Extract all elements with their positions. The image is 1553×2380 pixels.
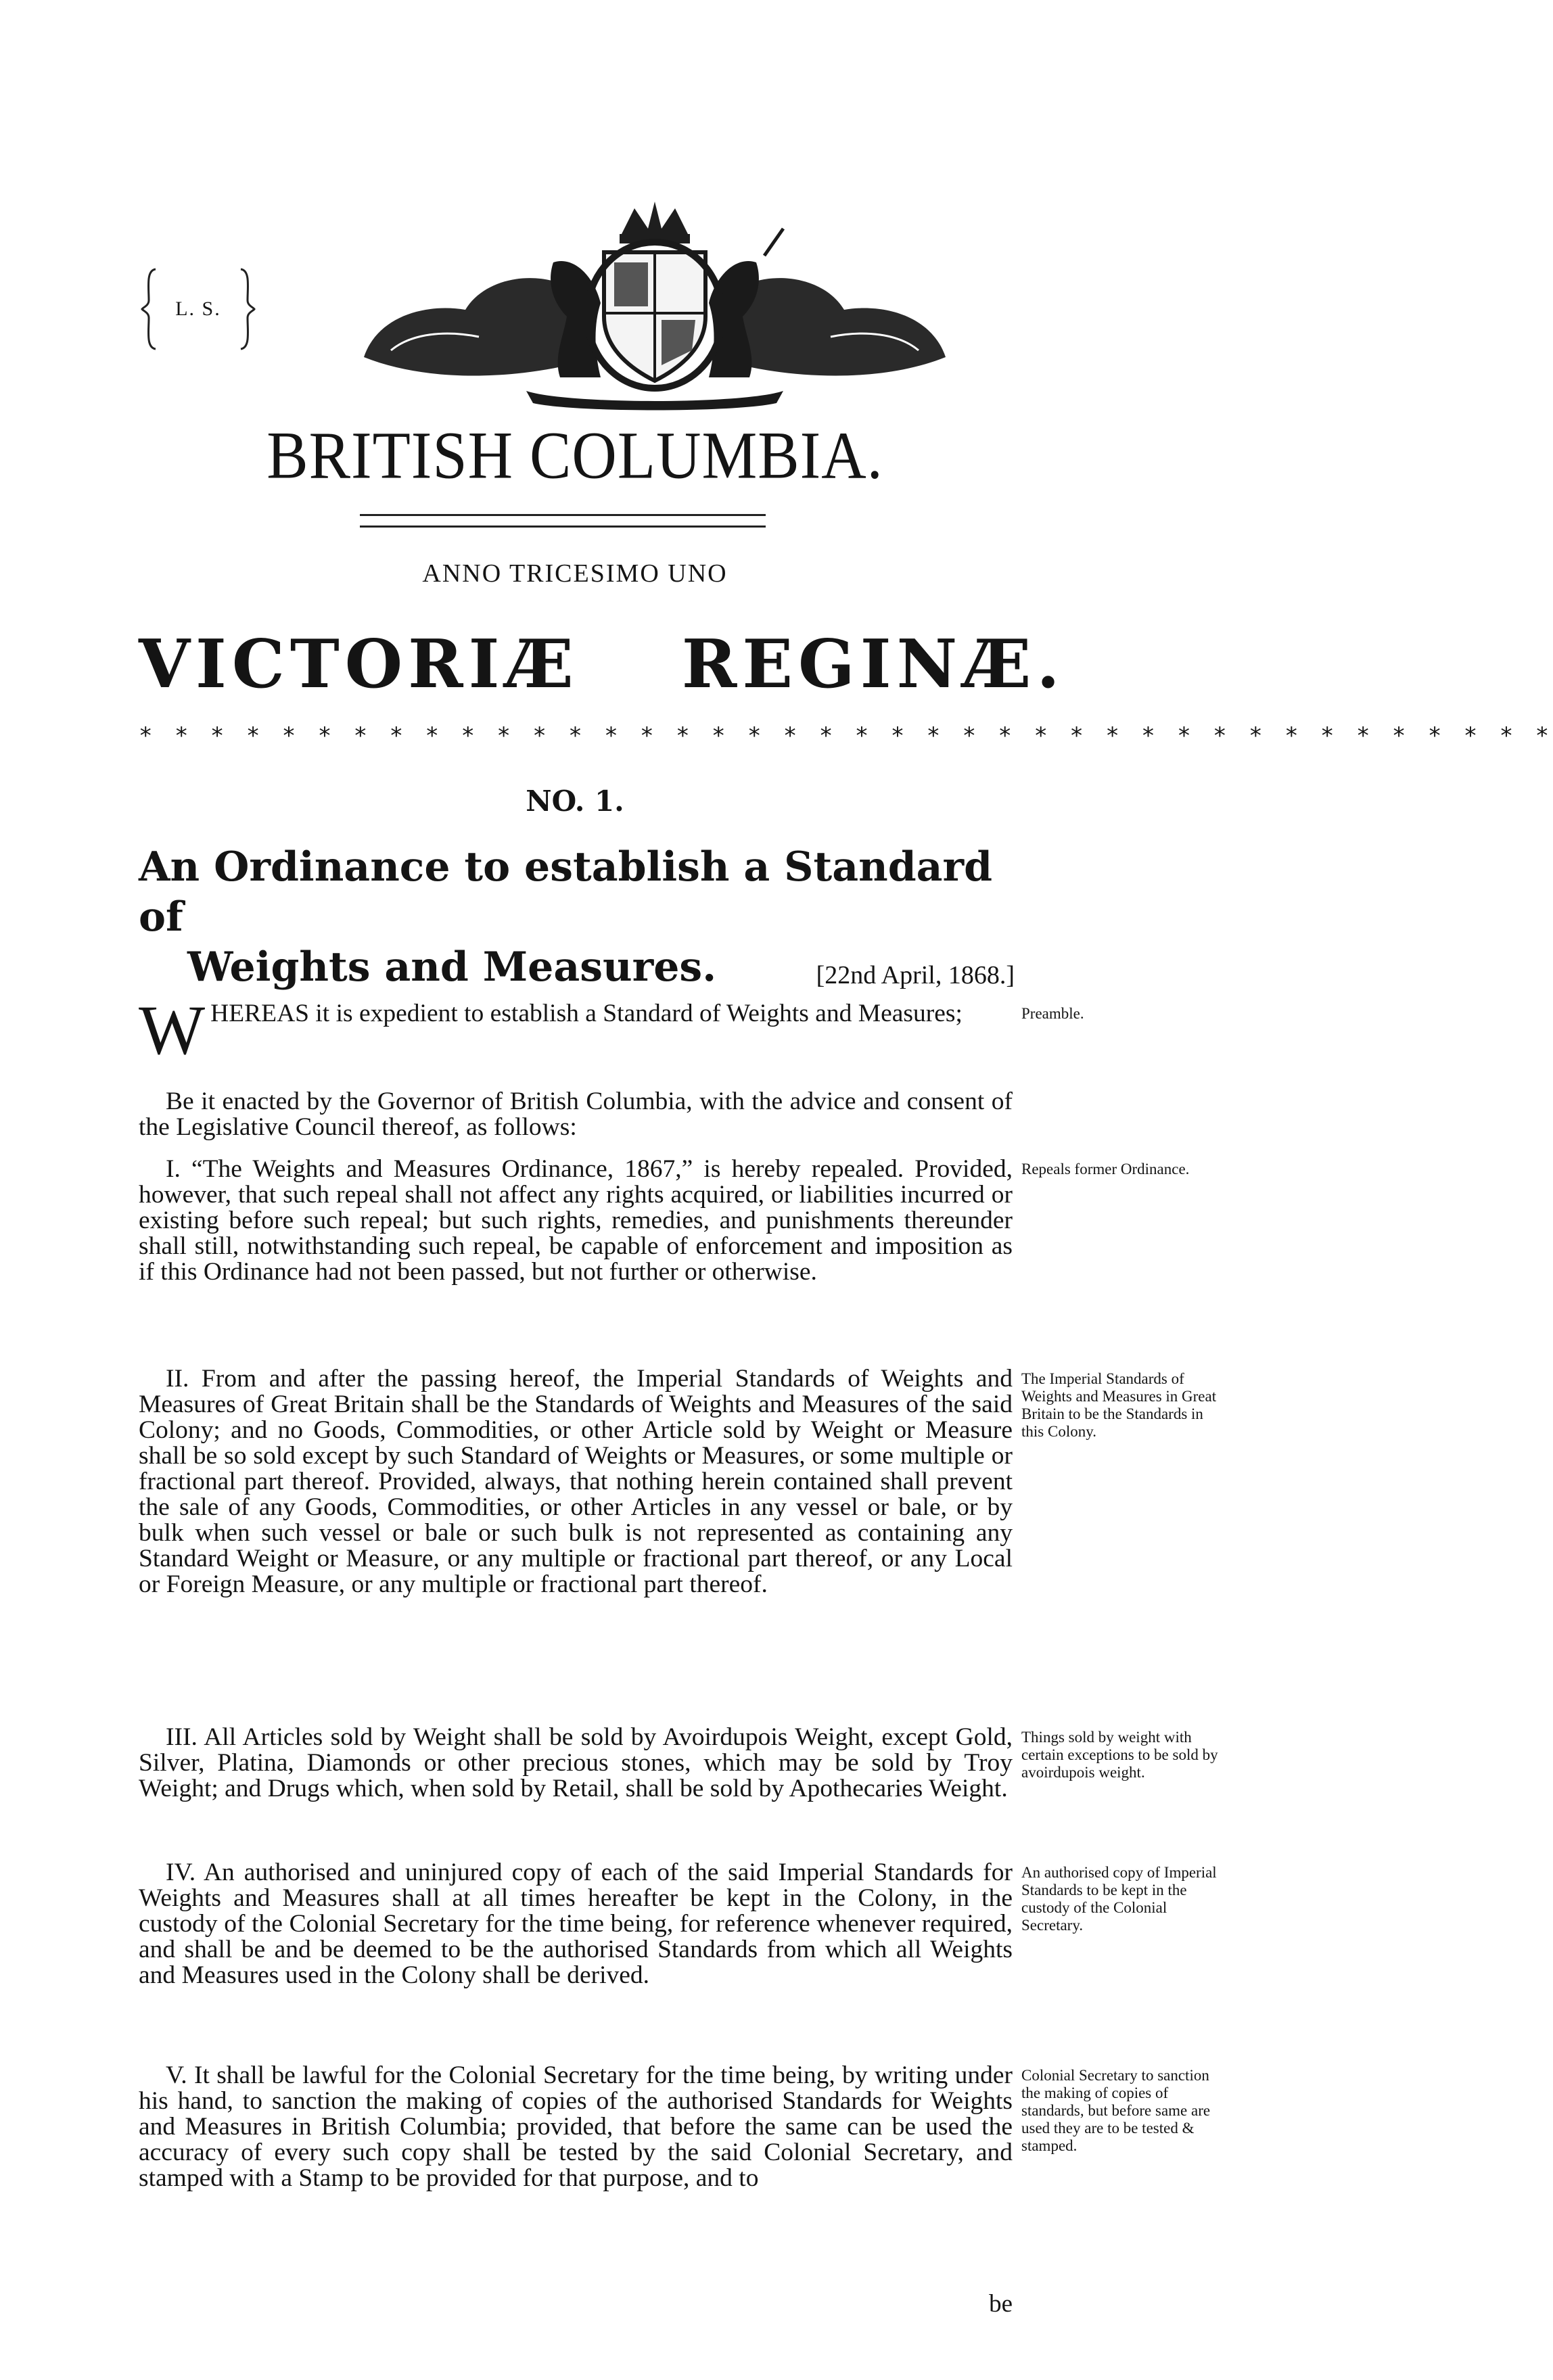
- regnal-title: VICTORIÆ REGINÆ.: [139, 626, 1065, 703]
- dropcap-letter: W: [139, 991, 206, 1069]
- ordinance-title-line1: An Ordinance to establish a Standard of: [139, 843, 993, 941]
- royal-coat-of-arms-icon: [350, 188, 959, 411]
- anno-line: ANNO TRICESIMO UNO: [422, 559, 728, 588]
- catchword: be: [989, 2290, 1013, 2318]
- ordinance-number: NO. 1.: [526, 785, 624, 818]
- enactment-date: [22nd April, 1868.]: [816, 961, 1015, 989]
- preamble-paragraph: [139, 991, 1013, 1069]
- margin-note-section-4: An authorised copy of Imperial Standards to be kept in the custody of the Colonial Secretary.: [1021, 1864, 1217, 1934]
- margin-note-preamble: Preamble.: [1021, 1005, 1084, 1022]
- section-3: III. All Articles sold by Weight shall be sold by Avoirdupois Weight, except Gold, Silver, Platina, Diamonds or other precious stones, which may be sold by Troy Weight; and Drugs which, when sold by Retail, shall be sold by Apothecaries Weight.: [139, 1723, 1013, 1802]
- section-2: II. From and after the passing hereof, the Imperial Standards of Weights and Measures of Great Britain shall be the Standards of Weights and Measures of the said Colony; and no Goods, Commodities, or other Article sold by Weight or Measure shall be so sold except by such Standard of Weights or Measures, or some multiple or fractional part thereof. Provided, always, that nothing herein contained shall prevent the sale of any Goods, Commodities, or other Articles in any vessel or bale, or by bulk when such vessel or bale or such bulk is not represented as containing any Standard Weight or Measure, or any multiple or fractional part thereof, or any Local or Foreign Measure, or any multiple or fractional part thereof.: [139, 1365, 1013, 1598]
- margin-note-section-2: The Imperial Standards of Weights and Measures in Great Britain to be the Standards in this Colony.: [1021, 1370, 1217, 1440]
- enacting-clause: Be it enacted by the Governor of British Columbia, with the advice and consent of the Legislative Council thereof, as follows:: [139, 1088, 1013, 1141]
- double-rule-divider: [360, 514, 766, 528]
- margin-note-section-5: Colonial Secretary to sanction the making of copies of standards, but before same are used they are to be tested & stamped.: [1021, 2067, 1211, 2154]
- section-4: IV. An authorised and uninjured copy of each of the said Imperial Standards for Weights and Measures shall at all times hereafter be kept in the Colony, in the custody of the Colonial Secretary for the time being, for reference whenever required, and shall be and be deemed to be the authorised Standards from which all Weights and Measures used in the Colony shall be derived.: [139, 1859, 1013, 1989]
- ordinance-title-line2: Weights and Measures.: [187, 943, 717, 991]
- ls-seal: [141, 258, 256, 360]
- margin-note-section-1: Repeals former Ordinance.: [1021, 1161, 1190, 1177]
- seal-right-bracket-icon: [238, 266, 256, 352]
- margin-note-section-3: Things sold by weight with certain exceptions to be sold by avoirdupois weight.: [1021, 1729, 1218, 1781]
- section-1: I. “The Weights and Measures Ordinance, 1867,” is hereby repealed. Provided, however, that such repeal shall not affect any rights acquired, or liabilities incurred or existing before such repeal; but such rights, remedies, and punishments thereunder shall still, notwithstanding such repeal, be capable of enforcement and imposition as if this Ordinance had not been passed, but not further or otherwise.: [139, 1155, 1013, 1286]
- seal-left-bracket-icon: [141, 266, 158, 352]
- seal-label: L. S.: [175, 298, 221, 320]
- star-separator: * * * * * * * * * * * * * * * * * * * * * * * * * * * * * * * * * * * * * * * *: [139, 722, 1553, 749]
- section-5: V. It shall be lawful for the Colonial Secretary for the time being, by writing under his hand, to sanction the making of copies of the authorised Standards for Weights and Measures in British Columbia; provided, that before the same can be used the accuracy of every such copy shall be tested by the said Colonial Secretary, and stamped with a Stamp to be provided for that purpose, and to: [139, 2061, 1013, 2192]
- country-heading: BRITISH COLUMBIA.: [266, 417, 883, 493]
- preamble-text: HEREAS it is expedient to establish a Standard of Weights and Measures;: [210, 1000, 963, 1027]
